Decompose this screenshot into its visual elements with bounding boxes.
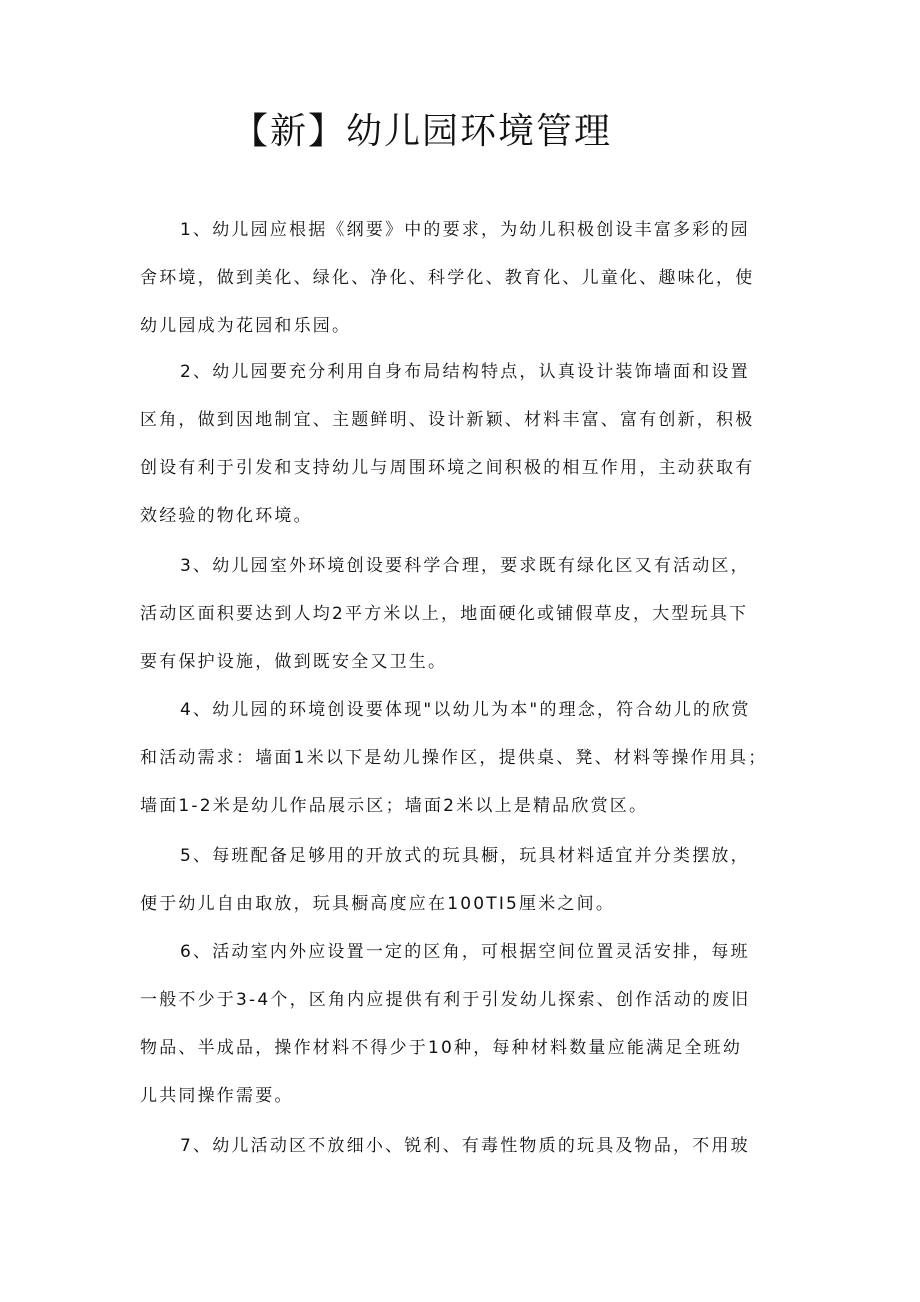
paragraph-line: 墙面1-2米是幼儿作品展示区；墙面2米以上是精品欣赏区。 — [140, 796, 649, 816]
paragraph-line: 活动区面积要达到人均2平方米以上，地面硬化或铺假草皮，大型玩具下 — [140, 604, 749, 624]
paragraph-7 — [140, 1122, 785, 1170]
paragraph-line: 幼儿园成为花园和乐园。 — [140, 316, 352, 336]
paragraph-line: 区角，做到因地制宜、主题鲜明、设计新颖、材料丰富、富有创新，积极 — [140, 410, 755, 430]
paragraph-line: 要有保护设施，做到既安全又卫生。 — [140, 652, 448, 672]
paragraph-4 — [140, 686, 785, 830]
paragraph-line: 6、活动室内外应设置一定的区角，可根据空间位置灵活安排，每班 — [180, 942, 750, 962]
paragraph-3 — [140, 542, 785, 686]
paragraph-line: 5、每班配备足够用的开放式的玩具橱，玩具材料适宜并分类摆放， — [180, 846, 750, 866]
paragraph-line: 7、幼儿活动区不放细小、锐利、有毒性物质的玩具及物品，不用玻 — [180, 1136, 750, 1156]
paragraph-line: 和活动需求：墙面1米以下是幼儿操作区，提供桌、凳、材料等操作用具； — [140, 748, 768, 768]
paragraph-line: 效经验的物化环境。 — [140, 506, 313, 526]
paragraph-line: 舍环境，做到美化、绿化、净化、科学化、教育化、儿童化、趣味化，使 — [140, 268, 755, 288]
paragraph-2 — [140, 348, 785, 540]
paragraph-6 — [140, 928, 785, 1120]
paragraph-line: 创设有利于引发和支持幼儿与周围环境之间积极的相互作用，主动获取有 — [140, 458, 755, 478]
paragraph-line: 一般不少于3-4个，区角内应提供有利于引发幼儿探索、创作活动的废旧 — [140, 990, 751, 1010]
paragraph-5 — [140, 832, 785, 928]
paragraph-line: 2、幼儿园要充分利用自身布局结构特点，认真设计装饰墙面和设置 — [180, 362, 750, 382]
paragraph-line: 便于幼儿自由取放，玩具橱高度应在100TI5厘米之间。 — [140, 894, 616, 914]
paragraph-line: 3、幼儿园室外环境创设要科学合理，要求既有绿化区又有活动区， — [180, 556, 750, 576]
paragraph-line: 儿共同操作需要。 — [140, 1086, 294, 1106]
paragraph-line: 1、幼儿园应根据《纲要》中的要求，为幼儿积极创设丰富多彩的园 — [180, 220, 750, 240]
paragraph-line: 4、幼儿园的环境创设要体现"以幼儿为本"的理念，符合幼儿的欣赏 — [180, 700, 751, 720]
document-title: 【新】幼儿园环境管理 — [232, 111, 613, 152]
paragraph-1 — [140, 206, 785, 350]
paragraph-line: 物品、半成品，操作材料不得少于10种，每种材料数量应能满足全班幼 — [140, 1038, 743, 1058]
